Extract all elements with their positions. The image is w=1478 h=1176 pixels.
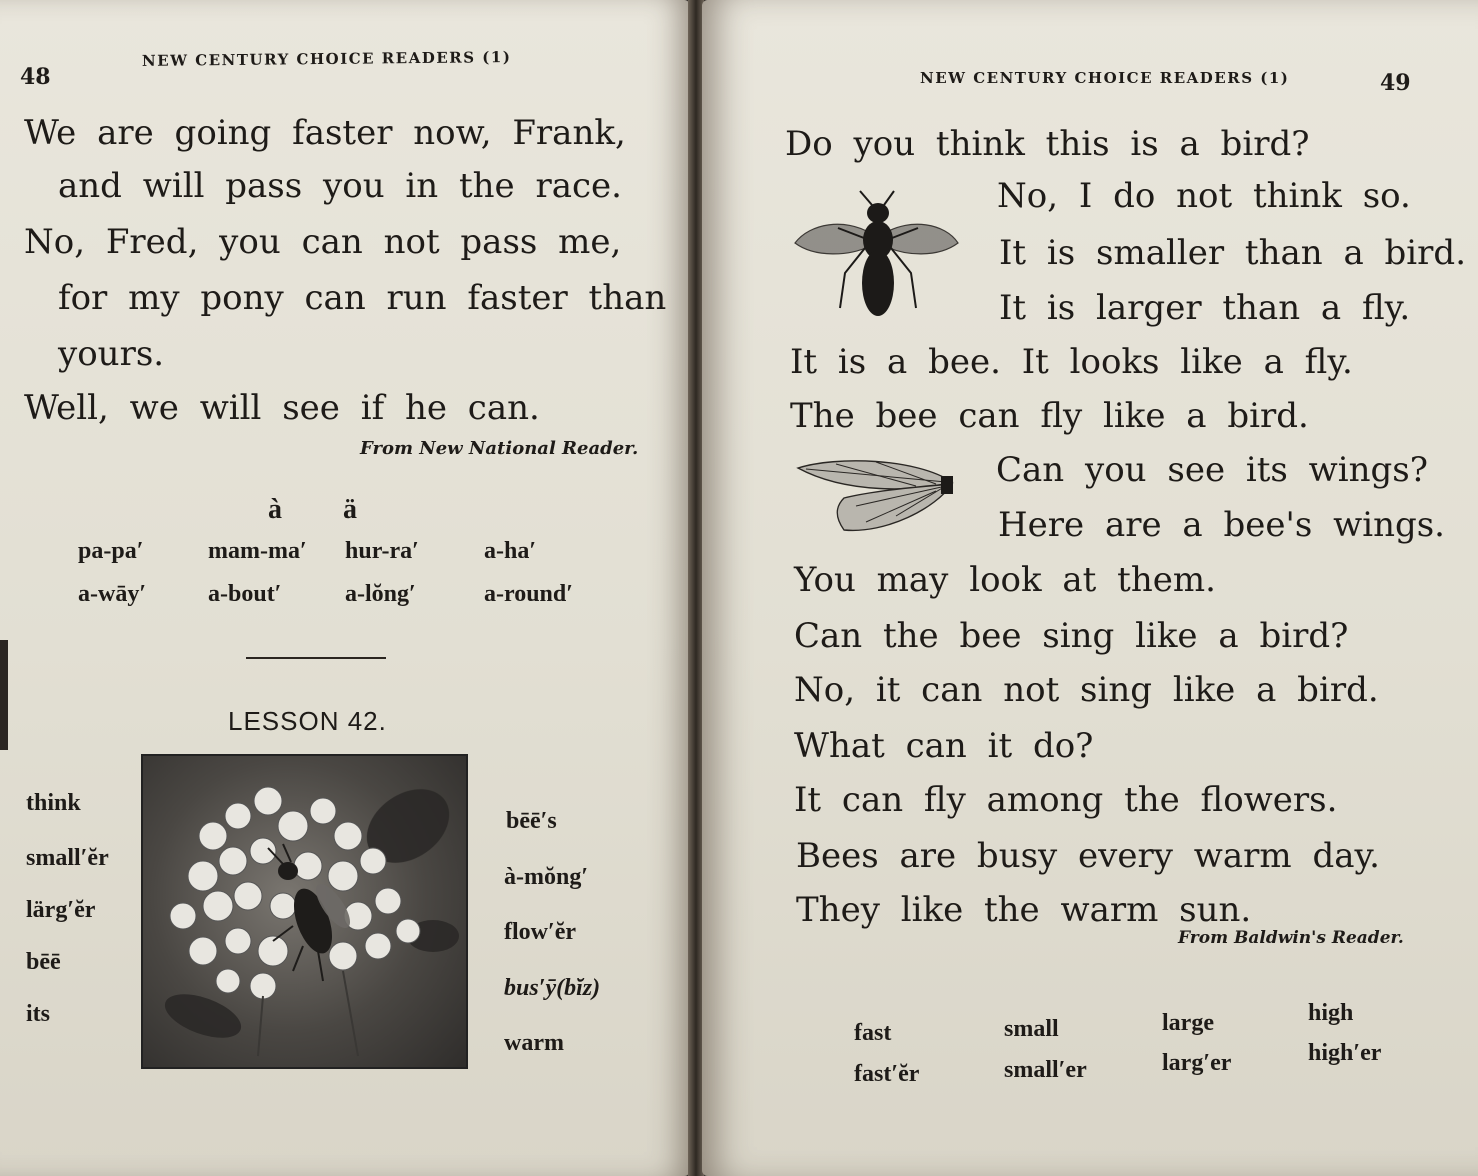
drill-word: pa-pa′ [78,538,144,564]
bee-illustration [790,188,960,323]
text-line: It is smaller than a bird. [999,233,1466,273]
page-edge-shadow [0,640,8,750]
vowel-mark: à [268,494,282,525]
text-line: Here are a bee's wings. [998,505,1445,545]
text-line: yours. [58,334,165,374]
vocab-word: lärg′ĕr [26,897,96,923]
page-number: 48 [20,64,51,90]
text-line: It is a bee. It looks like a fly. [790,342,1353,382]
drill-word: a-ha′ [484,538,537,564]
running-head: NEW CENTURY CHOICE READERS (1) [141,48,512,70]
text-line: They like the warm sun. [796,890,1252,930]
text-line: We are going faster now, Frank, [24,113,626,153]
text-line: It is larger than a fly. [999,288,1411,328]
flower-bee-picture [141,754,468,1069]
lesson-title: LESSON 42. [228,706,387,736]
text-line: and will pass you in the race. [58,166,622,206]
text-line: No, Fred, you can not pass me, [24,222,622,262]
vocab-word: à-mŏng′ [504,864,589,890]
drill-word: mam-ma′ [208,538,307,564]
credit-line: From Baldwin's Reader. [1178,928,1404,948]
drill-word: a-wāy′ [78,581,147,607]
vocab-word: bus′ȳ(bĭz) [504,975,601,1001]
vocab-word: its [26,1001,50,1027]
drill-word: a-bout′ [208,581,282,607]
vowel-mark: ä [343,494,357,525]
drill-word: hur-ra′ [345,538,419,564]
page-number: 49 [1380,70,1411,96]
vocab-word: small′ĕr [26,845,109,871]
text-line: You may look at them. [794,560,1216,600]
comparative-form: fast′ĕr [854,1061,920,1087]
vocab-word: bēē′s [506,808,557,834]
comparative-base: high [1308,1000,1354,1026]
drill-word: a-round′ [484,581,574,607]
vocab-word: warm [504,1030,564,1056]
text-line: No, I do not think so. [997,176,1411,216]
text-line: It can fly among the flowers. [794,780,1338,820]
text-line: Well, we will see if he can. [24,388,540,428]
bee-wing-illustration [796,456,956,538]
vocab-word: think [26,790,81,816]
running-head: NEW CENTURY CHOICE READERS (1) [920,69,1290,87]
section-divider [246,657,386,659]
right-page [702,0,1478,1176]
credit-line: From New National Reader. [360,438,639,459]
vocab-word: flow′ĕr [504,919,577,945]
comparative-form: small′er [1004,1057,1087,1083]
comparative-base: fast [854,1020,892,1046]
vocab-word: bēē [26,949,61,975]
text-line: for my pony can run faster than [58,278,667,318]
text-line: The bee can fly like a bird. [790,396,1309,436]
text-line: No, it can not sing like a bird. [794,670,1379,710]
drill-word: a-lŏng′ [345,581,416,607]
comparative-form: larg′er [1162,1050,1232,1076]
text-line: Bees are busy every warm day. [796,836,1380,876]
text-line: What can it do? [794,726,1094,766]
comparative-base: large [1162,1010,1214,1036]
comparative-form: high′er [1308,1040,1382,1066]
text-line: Do you think this is a bird? [785,124,1310,164]
text-line: Can the bee sing like a bird? [794,616,1349,656]
left-page [0,0,690,1176]
text-line: Can you see its wings? [996,450,1428,490]
comparative-base: small [1004,1016,1059,1042]
